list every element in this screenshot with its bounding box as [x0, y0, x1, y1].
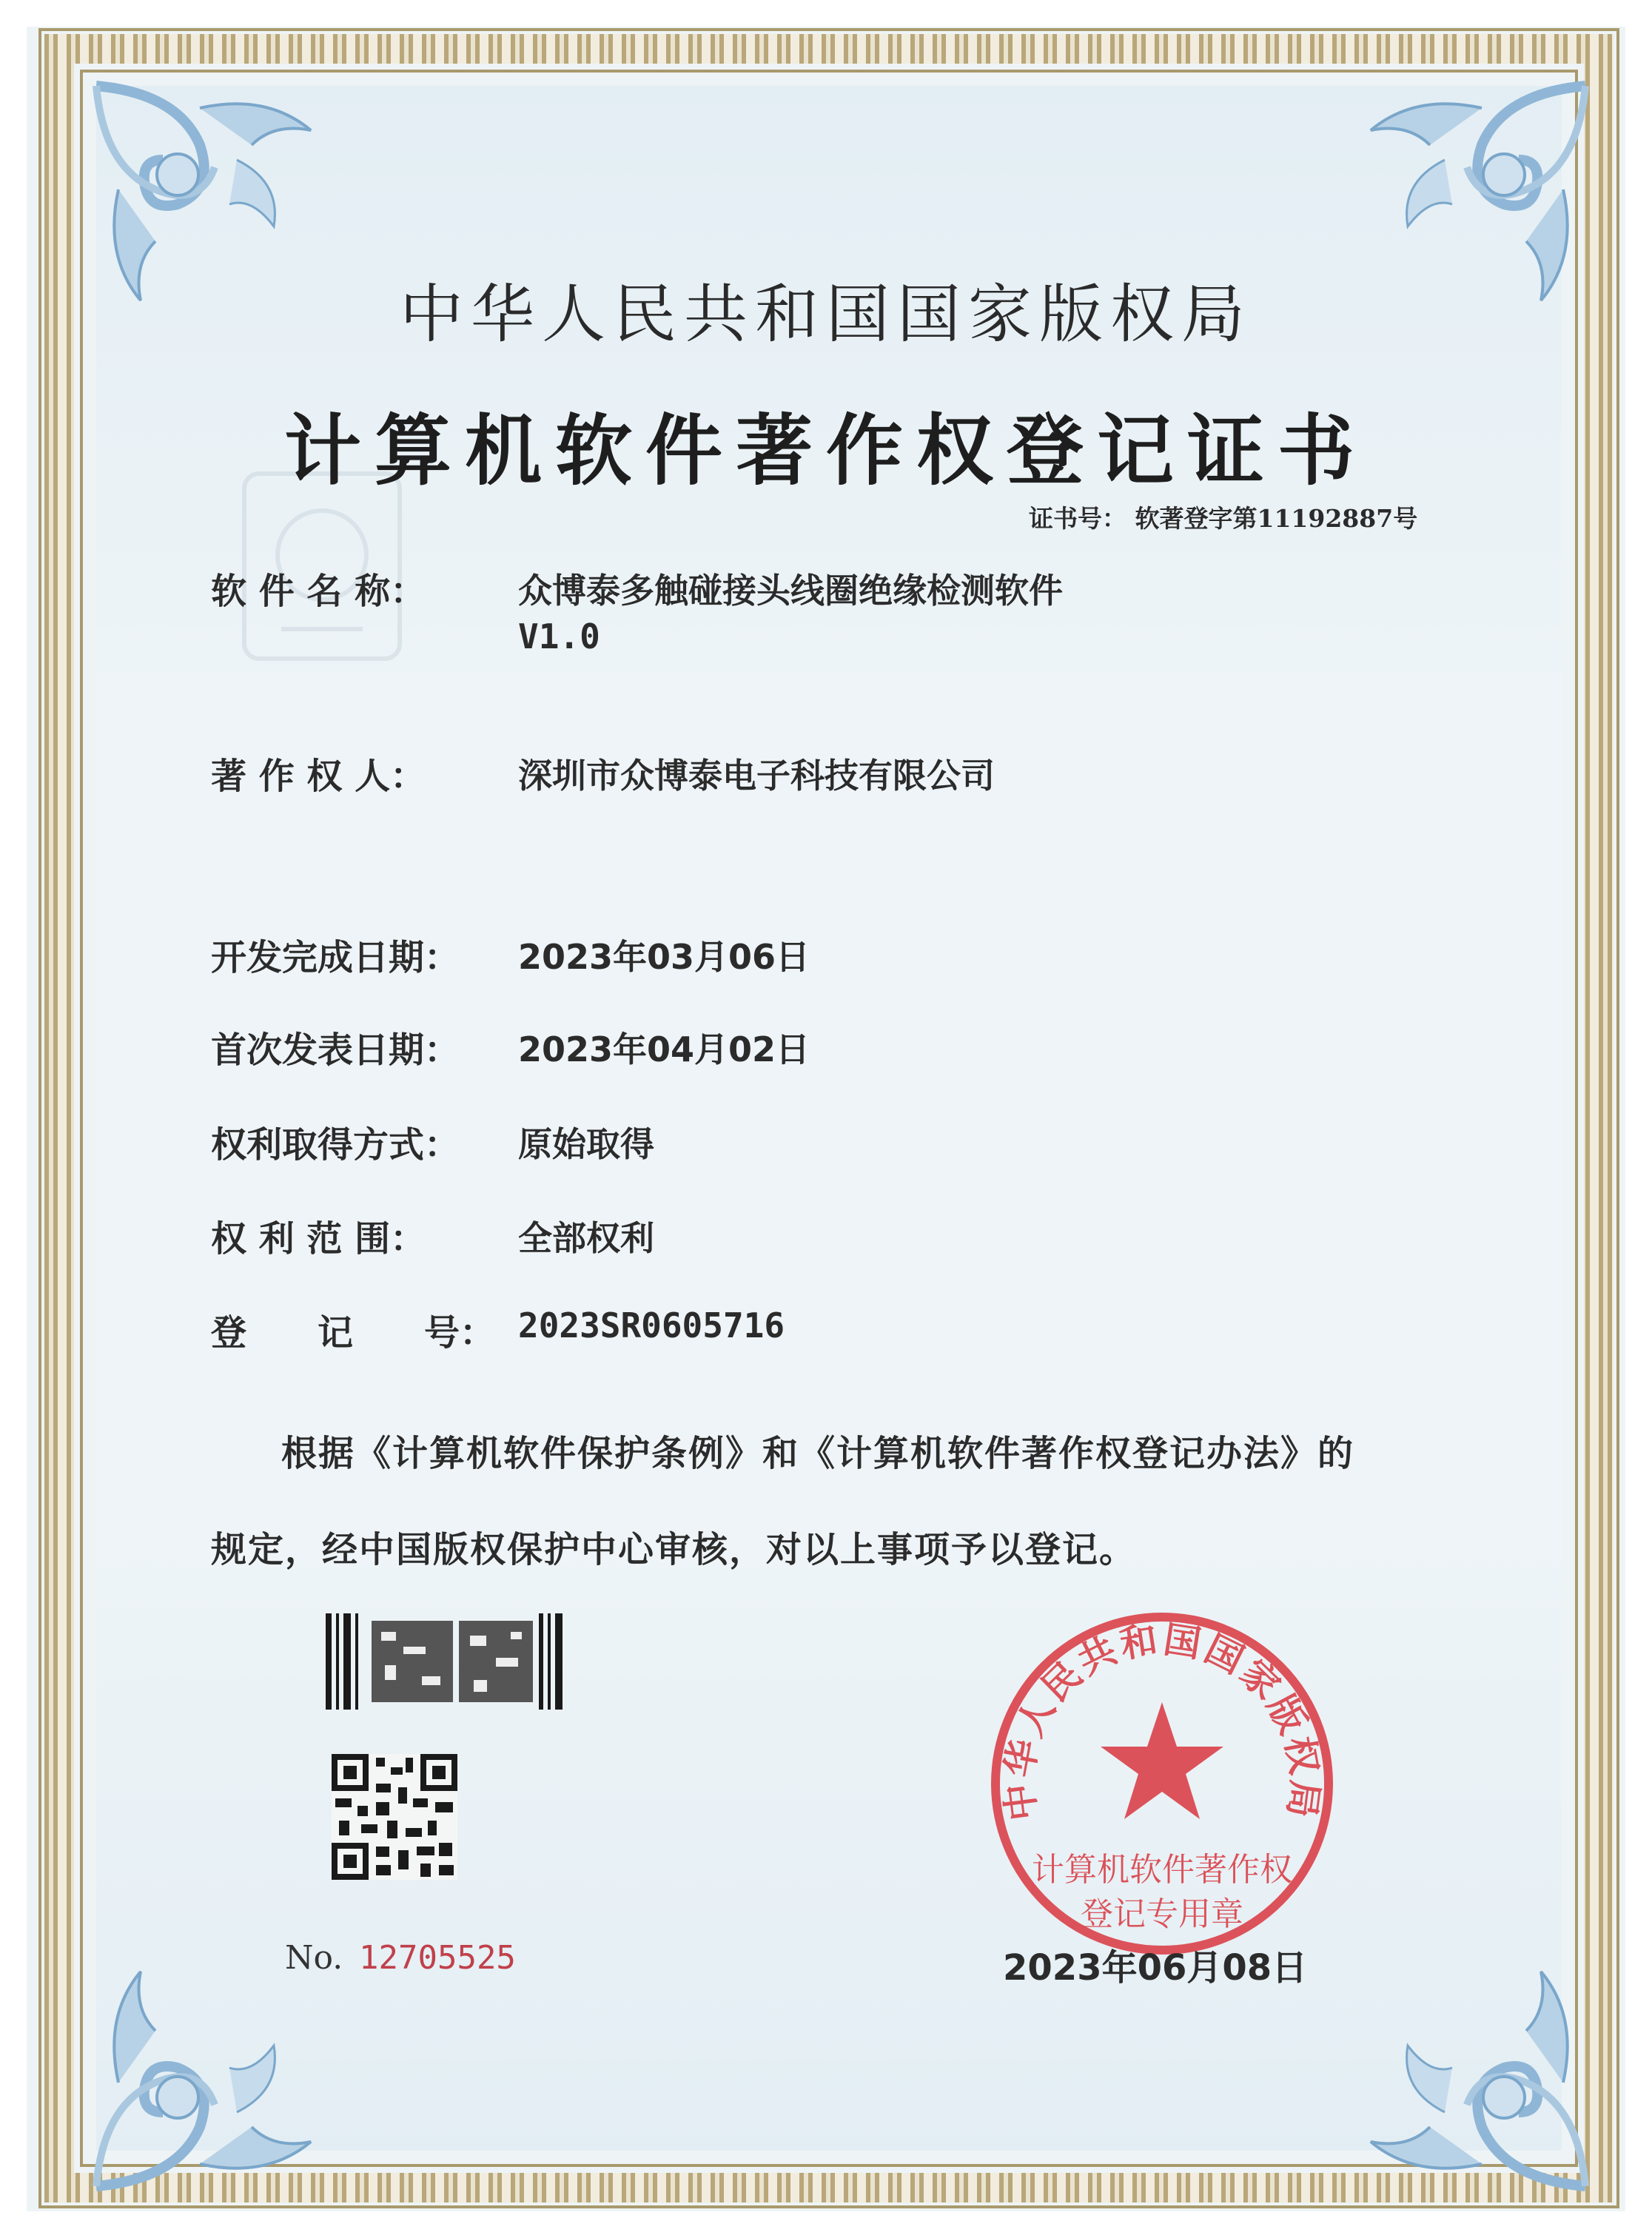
certificate-number-line [1029, 500, 1417, 534]
qr-code [332, 1754, 457, 1880]
field-value-rights-scope: 全部权利 [518, 1218, 654, 1258]
field-value-publication-date: 2023年04月02日 [518, 1029, 810, 1069]
field-value-software-version: V1.0 [518, 616, 600, 656]
serial-number: 12705525 [359, 1939, 516, 1977]
certificate-number-label: 证书号： [1029, 504, 1126, 533]
serial-prefix: No. [285, 1939, 343, 1977]
field-value-acquisition-method: 原始取得 [518, 1124, 654, 1164]
field-value-development-date: 2023年03月06日 [518, 937, 810, 977]
agency-name: 中华人民共和国国家版权局 [400, 278, 1252, 352]
issue-date: 2023年06月08日 [1003, 1947, 1308, 1989]
field-label-copyright-owner: 著 作 权 人： [211, 756, 426, 797]
official-seal [977, 1599, 1347, 1969]
corner-ornament-bottom-right [1312, 1927, 1593, 2194]
field-value-copyright-owner: 深圳市众博泰电子科技有限公司 [518, 756, 995, 796]
certificate-title: 计算机软件著作权登记证书 [283, 405, 1368, 496]
svg-text:中华人民共和国国家版权局: 中华人民共和国国家版权局 [997, 1617, 1327, 1824]
field-label-registration-number: 登 记 号： [211, 1312, 496, 1354]
certificate-number: 软著登字第11192887号 [1135, 504, 1418, 533]
field-label-publication-date: 首次发表日期： [211, 1029, 460, 1071]
field-label-software-name: 软 件 名 称： [211, 571, 426, 612]
statement-line-2: 规定，经中国版权保护中心审核，对以上事项予以登记。 [211, 1529, 1137, 1570]
field-label-rights-scope: 权 利 范 围： [211, 1218, 426, 1260]
field-label-acquisition-method: 权利取得方式： [211, 1124, 460, 1166]
barcode [326, 1613, 563, 1710]
statement-line-1: 根据《计算机软件保护条例》和《计算机软件著作权登记办法》的 [281, 1433, 1355, 1474]
seal-inner-line-1: 计算机软件著作权 [1032, 1851, 1292, 1889]
field-value-registration-number: 2023SR0605716 [518, 1306, 785, 1345]
field-label-development-date: 开发完成日期： [211, 937, 460, 978]
field-value-software-name: 众博泰多触碰接头线圈绝缘检测软件 [518, 571, 1063, 611]
seal-inner-line-2: 登记专用章 [1081, 1895, 1243, 1933]
